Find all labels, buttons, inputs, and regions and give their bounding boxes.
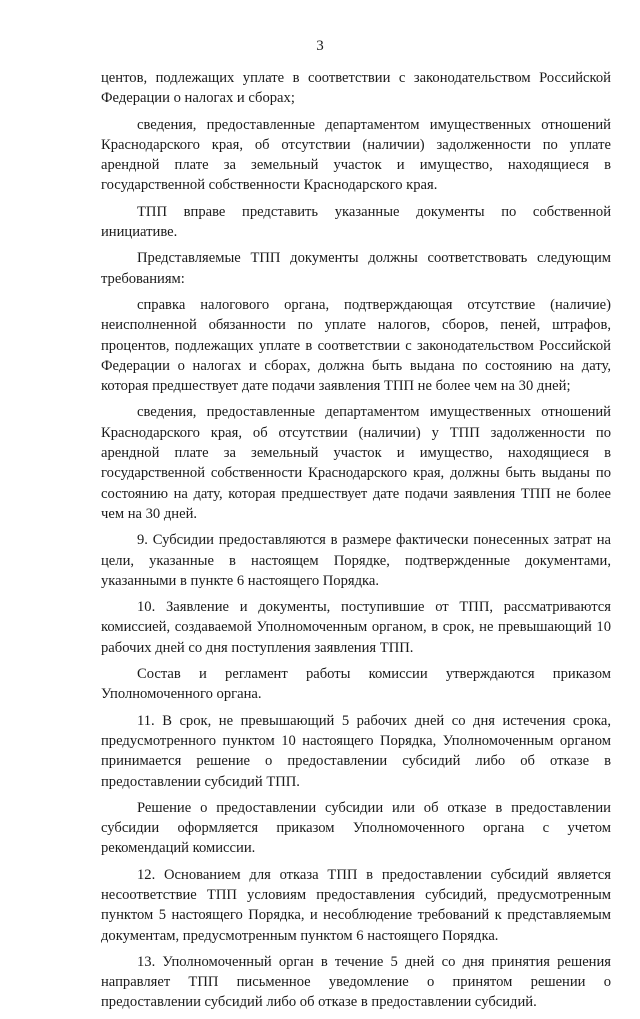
document-body (101, 68, 611, 1019)
paragraph-item-10: 10. Заявление и документы, поступившие от ТПП, рассматриваются комиссией, создаваемой Уполномоченным органом, в срок, не превышающий 10 рабочих дней со дня поступления заявления ТПП. (101, 599, 611, 656)
paragraph-item-13: 13. Уполномоченный орган в течение 5 дней со дня принятия решения направляет ТПП письменное уведомление о принятом решении о предоставлении субсидий либо об отказе в предоставлении субсидий. (101, 953, 611, 1011)
paragraph-continuation: центов, подлежащих уплате в соответствии с законодательством Российской Федерации о налогах и сборах; (101, 70, 611, 107)
paragraph: сведения, предоставленные департаментом имущественных отношений Краснодарского края, об отсутствии (наличии) у ТПП задолженности по арендной плате за земельный участок и имущество, находящиеся в государственной собственности Краснодарского края, должны быть выданы по состоянию на дату, которая предшествует дате подачи заявления ТПП не более чем на 30 дней. (101, 404, 611, 522)
paragraph: Представляемые ТПП документы должны соответствовать следующим требованиям: (101, 250, 611, 287)
paragraph: Решение о предоставлении субсидии или об отказе в предоставлении субсидии оформляется приказом Уполномоченного органа с учетом рекомендаций комиссии. (101, 799, 611, 857)
paragraph: ТПП вправе представить указанные документы по собственной инициативе. (101, 203, 611, 241)
paragraph-item-12: 12. Основанием для отказа ТПП в предоставлении субсидий является несоответствие ТПП условиям предоставления субсидий, предусмотренным пунктом 5 настоящего Порядка, и несоблюдение требований к представляемым документам, предусмотренным пунктом 6 настоящего Порядка. (101, 866, 611, 944)
paragraph: Состав и регламент работы комиссии утверждаются приказом Уполномоченного органа. (101, 666, 611, 703)
paragraph-item-9: 9. Субсидии предоставляются в размере фактически понесенных затрат на цели, указанные в настоящем Порядке, подтвержденные документами, указанными в пункте 6 настоящего Порядка. (101, 532, 611, 589)
paragraph: справка налогового органа, подтверждающая отсутствие (наличие) неисполненной обязанности по уплате налогов, сборов, пеней, штрафов, процентов, подлежащих уплате в соответствии с законодательством Российской Федерации о налогах и сборах, должна быть выдана по состоянию на дату, которая предшествует дате подачи заявления ТПП не более чем на 30 дней; (101, 296, 611, 395)
page-number: 3 (316, 38, 324, 54)
paragraph: сведения, предоставленные департаментом имущественных отношений Краснодарского края, об отсутствии (наличии) задолженности по уплате арендной плате за земельный участок и имущество, находящиеся в государственной собственности Краснодарского края. (101, 116, 611, 194)
paragraph-item-11: 11. В срок, не превышающий 5 рабочих дней со дня истечения срока, предусмотренного пунктом 10 настоящего Порядка, Уполномоченным органом принимается решение о предоставлении субсидий либо об отказе в предоставлении субсидий ТПП. (101, 712, 611, 790)
